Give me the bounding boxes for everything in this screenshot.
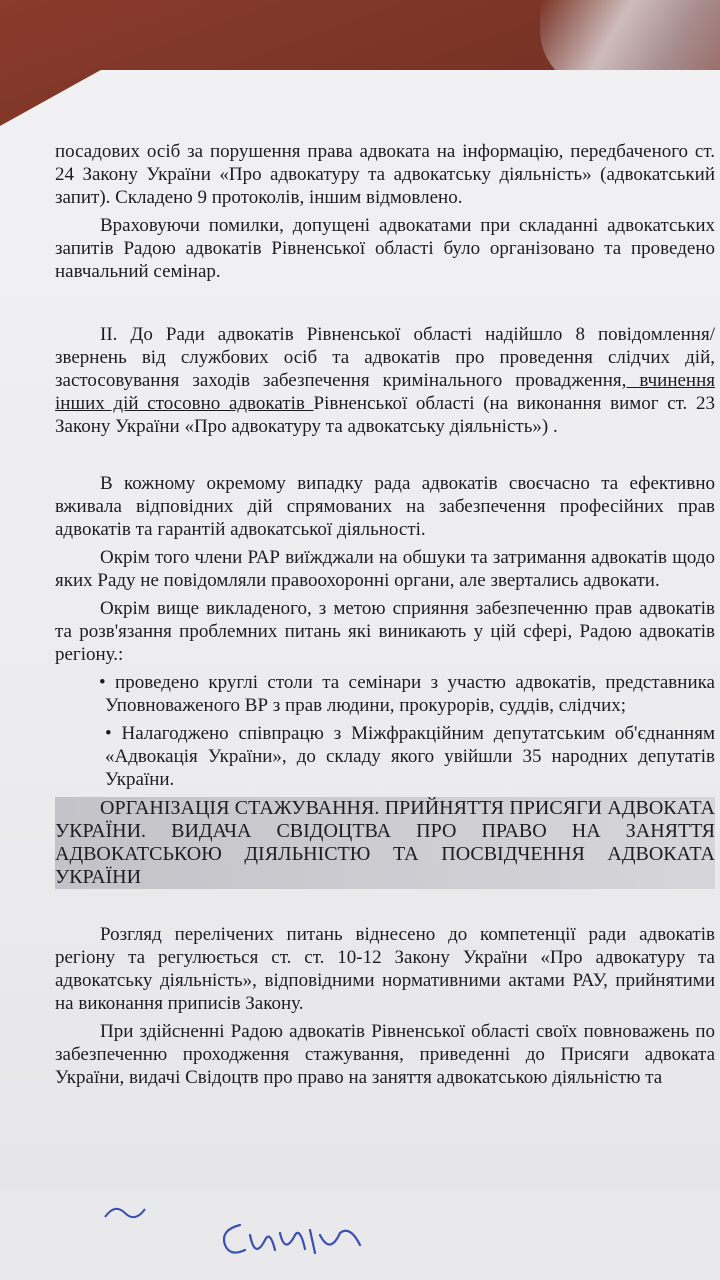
bullet-item-2: • Налагоджено співпрацю з Міжфракційним депутатським об'єднанням «Адвокація України», до складу якого увійшли 35 народних депутатів України.: [105, 723, 715, 790]
paragraph-3: [55, 323, 715, 438]
paragraph-8: При здійсненні Радою адвокатів Рівненської області своїх повноважень по забезпеченню проходження стажування, приведенні до Присяги адвоката України, видачі Свідоцтв про право на заняття адвокатською діяльністю та: [55, 1021, 715, 1088]
ink-mark: [100, 1195, 160, 1225]
paragraph-3-start: ІІ. До Ради адвокатів Рівненської області надійшло 8 повідомлення/звернень від службових осіб та адвокатів про проведення слідчих дій, застосовування заходів забезпечення кримінального провадження: [55, 324, 715, 391]
document-text: [55, 140, 715, 1089]
handwritten-signature: [210, 1205, 370, 1265]
paragraph-1: посадових осіб за порушення права адвоката на інформацію, передбаченого ст. 24 Закону України «Про адвокатуру та адвокатську діяльність» (адвокатський запит). Складено 9 протоколів, іншим відмовлено.: [55, 141, 715, 208]
paragraph-6: Окрім вище викладеного, з метою сприяння забезпеченню прав адвокатів та розв'язання проблемних питань які виникають у цій сфері, Радою адвокатів регіону.:: [55, 598, 715, 665]
bullet-item-1: • проведено круглі столи та семінари з участю адвокатів, представника Уповноваженого ВР з прав людини, прокурорів, суддів, слідчих;: [99, 672, 715, 716]
paragraph-4: В кожному окремому випадку рада адвокатів своєчасно та ефективно вживала відповідних дій спрямованих на забезпечення професійних прав адвокатів та гарантій адвокатської діяльності.: [55, 473, 715, 540]
section-heading: ОРГАНІЗАЦІЯ СТАЖУВАННЯ. ПРИЙНЯТТЯ ПРИСЯГИ АДВОКАТА УКРАЇНИ. ВИДАЧА СВІДОЦТВА ПРО ПРАВО НА ЗАНЯТТЯ АДВОКАТСЬКОЮ ДІЯЛЬНІСТЮ ТА ПОСВІДЧЕННЯ АДВОКАТА УКРАЇНИ: [55, 797, 715, 888]
paragraph-7: Розгляд перелічених питань віднесено до компетенції ради адвокатів регіону та регулюється ст. ст. 10-12 Закону України «Про адвокатуру та адвокатську діяльність», відповідними нормативними актами РАУ, прийнятими на виконання приписів Закону.: [55, 924, 715, 1014]
paragraph-5: Окрім того члени РАР виїжджали на обшуки та затримання адвокатів щодо яких Раду не повідомляли правоохоронні органи, але звертались адвокати.: [55, 547, 715, 591]
paragraph-3-underlined: , вчинення інших дій стосовно адвокатів: [55, 370, 715, 414]
paragraph-2: Враховуючи помилки, допущені адвокатами при складанні адвокатських запитів Радою адвокатів Рівненської області було організовано та проведено навчальний семінар.: [55, 215, 715, 282]
paragraph-3-end: Рівненської області (на виконання вимог ст. 23 Закону України «Про адвокатуру та адвокатську діяльність») .: [55, 393, 715, 437]
